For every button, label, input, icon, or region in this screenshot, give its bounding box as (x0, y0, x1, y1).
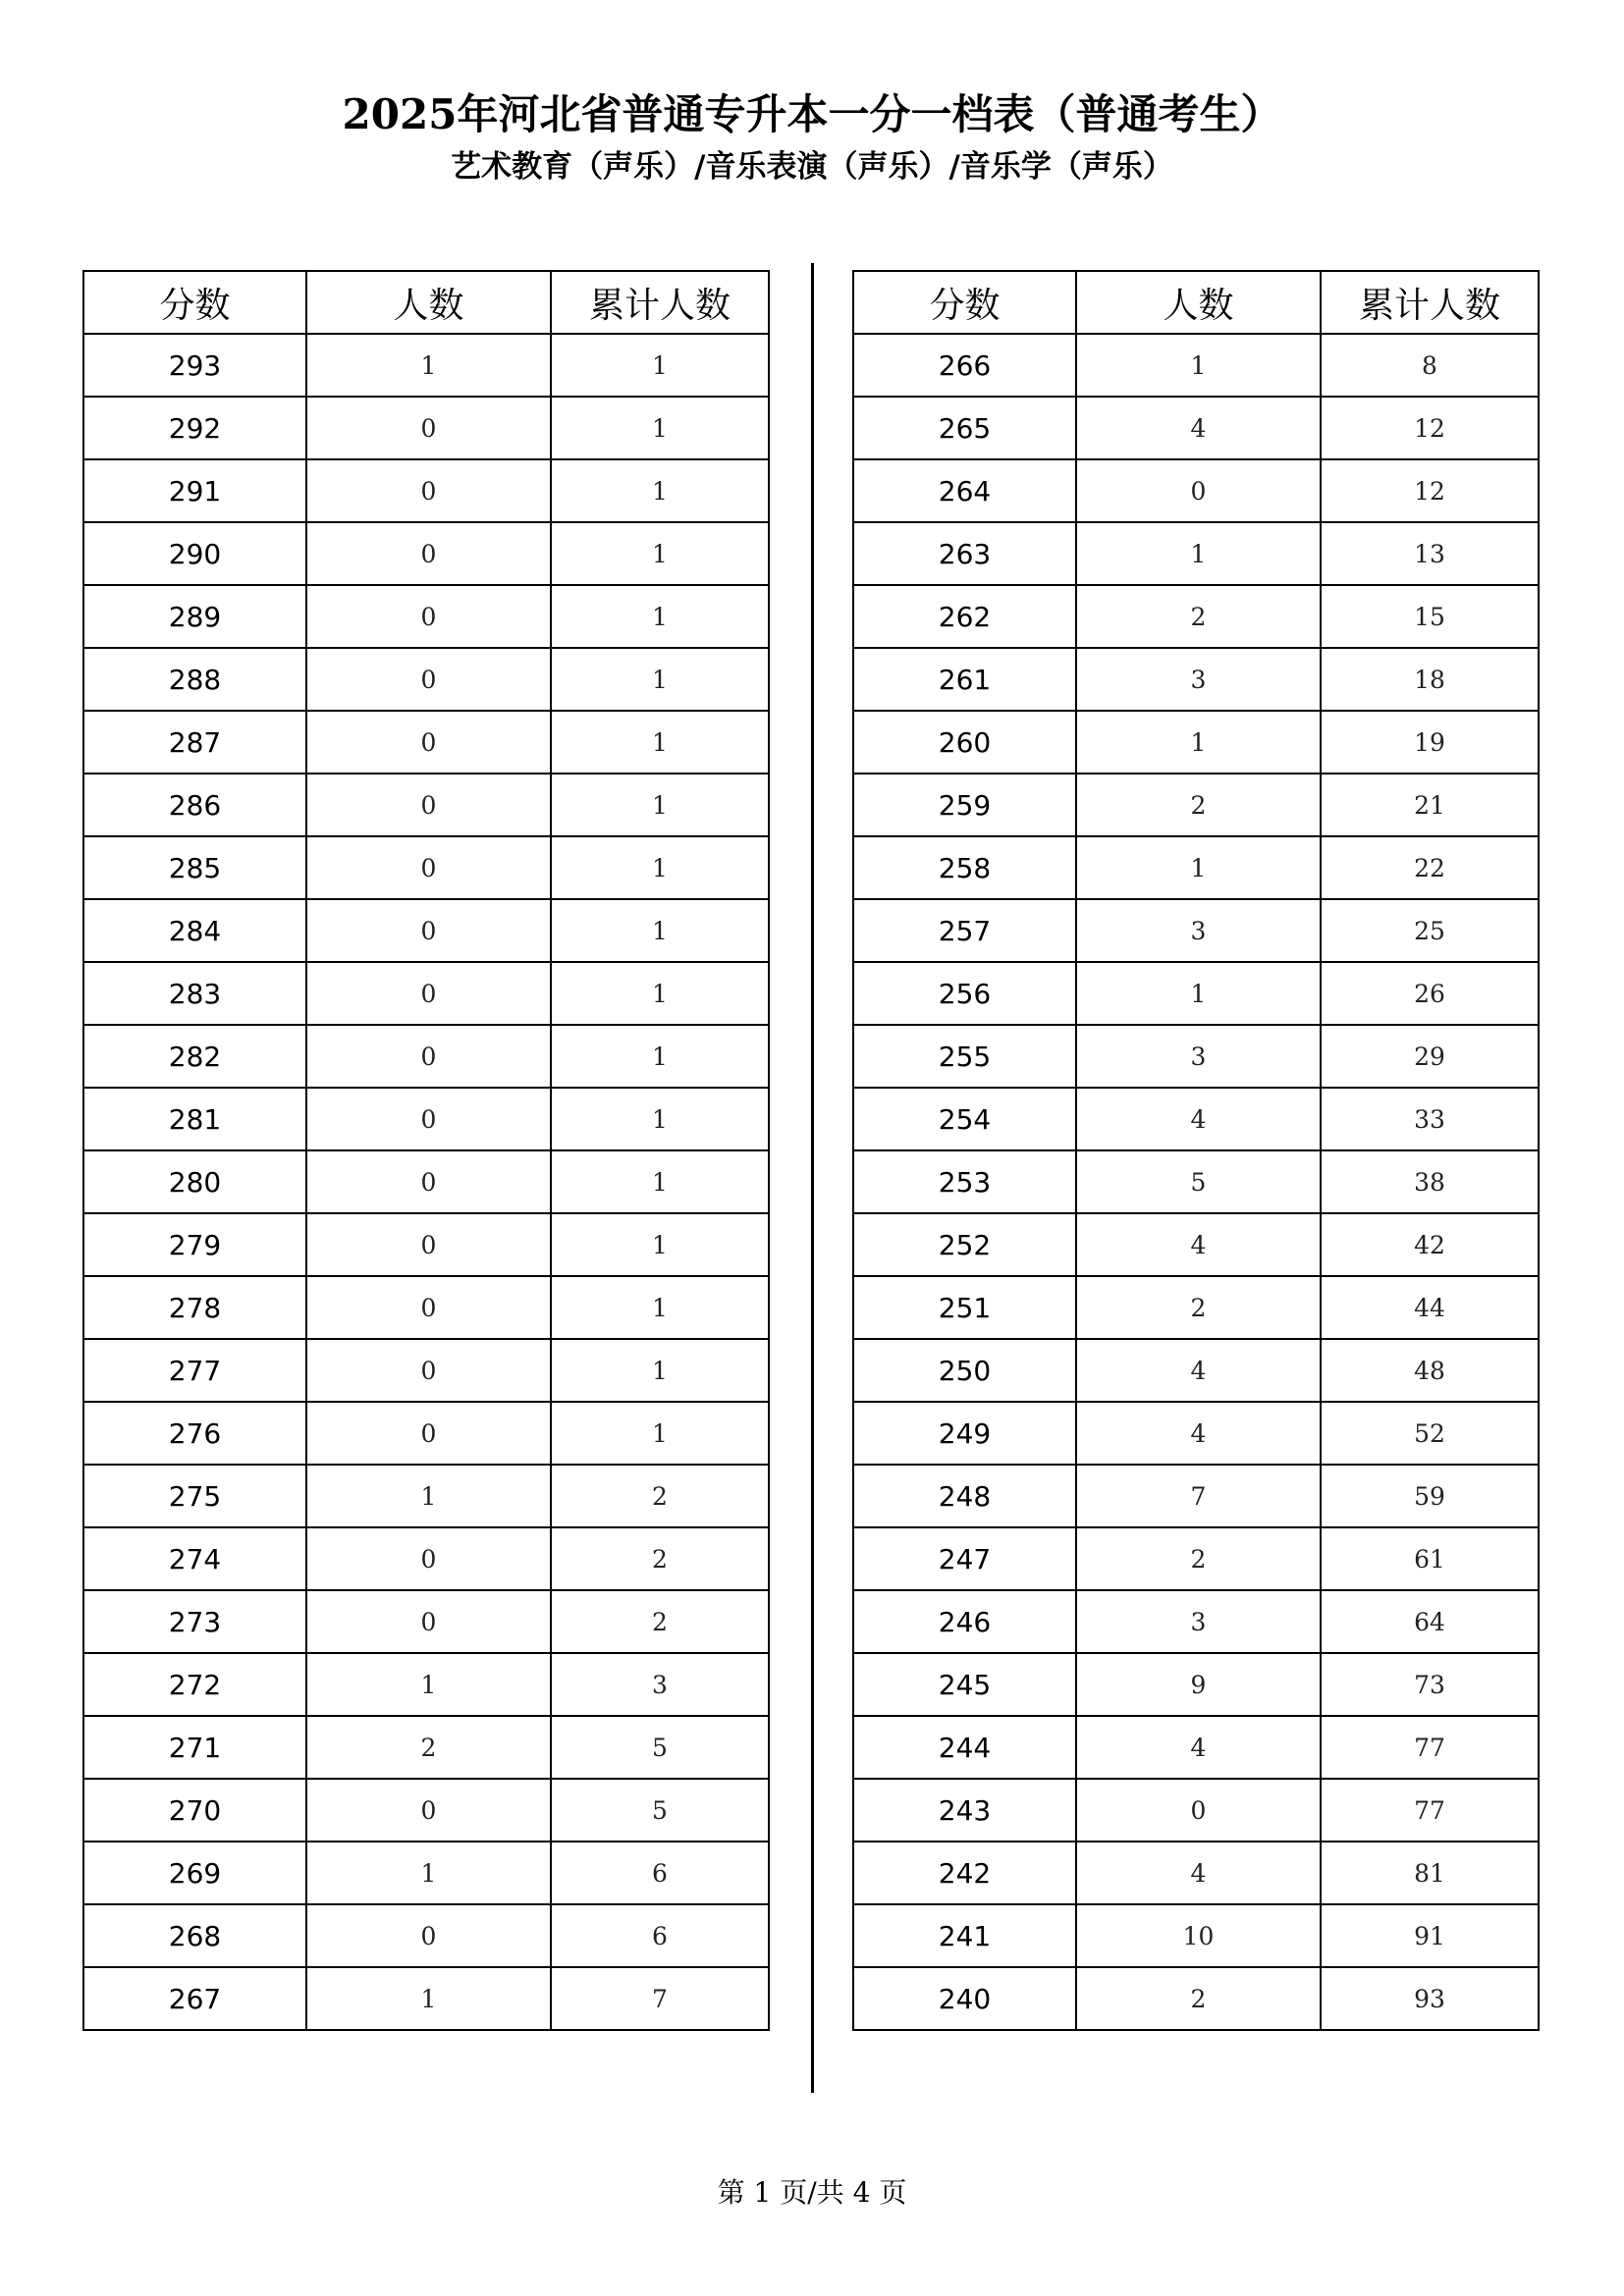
score-cell: 286 (83, 774, 306, 836)
table-row (853, 1150, 1539, 1213)
cumulative-cell: 91 (1321, 1904, 1539, 1967)
table-row (83, 1716, 769, 1779)
table-row (83, 522, 769, 585)
table-row (853, 962, 1539, 1025)
table-row (853, 334, 1539, 397)
table-row (853, 1842, 1539, 1904)
score-cell: 254 (853, 1088, 1076, 1150)
count-cell: 2 (1076, 774, 1321, 836)
table-row (853, 1779, 1539, 1842)
count-cell: 4 (1076, 397, 1321, 459)
table-row (83, 397, 769, 459)
score-cell: 272 (83, 1653, 306, 1716)
table-row (83, 1339, 769, 1402)
cumulative-cell: 3 (551, 1653, 769, 1716)
cumulative-cell: 1 (551, 1339, 769, 1402)
cumulative-cell: 7 (551, 1967, 769, 2030)
cumulative-cell: 26 (1321, 962, 1539, 1025)
score-cell: 291 (83, 459, 306, 522)
cumulative-cell: 5 (551, 1779, 769, 1842)
score-cell: 269 (83, 1842, 306, 1904)
table-row (83, 1842, 769, 1904)
table-row (853, 585, 1539, 648)
cumulative-cell: 22 (1321, 836, 1539, 899)
cumulative-cell: 1 (551, 334, 769, 397)
table-row (83, 1150, 769, 1213)
score-cell: 287 (83, 711, 306, 774)
score-cell: 275 (83, 1465, 306, 1527)
table-row (83, 774, 769, 836)
count-cell: 3 (1076, 1590, 1321, 1653)
table-row (83, 459, 769, 522)
count-cell: 0 (306, 1779, 551, 1842)
cumulative-cell: 59 (1321, 1465, 1539, 1527)
score-cell: 276 (83, 1402, 306, 1465)
count-cell: 0 (306, 397, 551, 459)
count-cell: 3 (1076, 1025, 1321, 1088)
count-cell: 1 (306, 1465, 551, 1527)
table-header-row (853, 271, 1539, 334)
count-cell: 0 (1076, 1779, 1321, 1842)
cumulative-cell: 52 (1321, 1402, 1539, 1465)
count-cell: 2 (1076, 1967, 1321, 2030)
table-row (853, 648, 1539, 711)
cumulative-cell: 5 (551, 1716, 769, 1779)
table-row (853, 1904, 1539, 1967)
table-row (853, 522, 1539, 585)
score-cell: 285 (83, 836, 306, 899)
table-row (853, 1967, 1539, 2030)
cumulative-cell: 44 (1321, 1276, 1539, 1339)
score-cell: 293 (83, 334, 306, 397)
cumulative-cell: 77 (1321, 1716, 1539, 1779)
cumulative-cell: 19 (1321, 711, 1539, 774)
header-count: 人数 (306, 271, 551, 334)
score-cell: 240 (853, 1967, 1076, 2030)
score-table-right (852, 270, 1540, 2031)
cumulative-cell: 1 (551, 1025, 769, 1088)
cumulative-cell: 1 (551, 774, 769, 836)
cumulative-cell: 1 (551, 648, 769, 711)
count-cell: 0 (306, 1150, 551, 1213)
score-cell: 271 (83, 1716, 306, 1779)
cumulative-cell: 2 (551, 1527, 769, 1590)
cumulative-cell: 12 (1321, 459, 1539, 522)
table-row (83, 585, 769, 648)
score-cell: 252 (853, 1213, 1076, 1276)
score-cell: 256 (853, 962, 1076, 1025)
count-cell: 0 (306, 836, 551, 899)
score-cell: 242 (853, 1842, 1076, 1904)
count-cell: 1 (306, 1842, 551, 1904)
cumulative-cell: 1 (551, 1402, 769, 1465)
count-cell: 0 (306, 1527, 551, 1590)
score-cell: 288 (83, 648, 306, 711)
count-cell: 0 (306, 1088, 551, 1150)
count-cell: 1 (1076, 836, 1321, 899)
count-cell: 5 (1076, 1150, 1321, 1213)
count-cell: 2 (1076, 1527, 1321, 1590)
count-cell: 1 (306, 1653, 551, 1716)
score-cell: 277 (83, 1339, 306, 1402)
score-cell: 263 (853, 522, 1076, 585)
table-row (83, 711, 769, 774)
table-row (83, 836, 769, 899)
header-score: 分数 (853, 271, 1076, 334)
score-cell: 246 (853, 1590, 1076, 1653)
count-cell: 0 (306, 1025, 551, 1088)
cumulative-cell: 1 (551, 899, 769, 962)
count-cell: 0 (306, 648, 551, 711)
table-row (853, 1527, 1539, 1590)
count-cell: 0 (306, 1339, 551, 1402)
score-cell: 280 (83, 1150, 306, 1213)
table-row (83, 899, 769, 962)
cumulative-cell: 1 (551, 711, 769, 774)
count-cell: 0 (306, 962, 551, 1025)
table-row (853, 899, 1539, 962)
table-row (853, 1025, 1539, 1088)
score-cell: 249 (853, 1402, 1076, 1465)
score-cell: 273 (83, 1590, 306, 1653)
table-row (853, 1213, 1539, 1276)
table-row (853, 711, 1539, 774)
cumulative-cell: 18 (1321, 648, 1539, 711)
score-cell: 241 (853, 1904, 1076, 1967)
cumulative-cell: 12 (1321, 397, 1539, 459)
table-row (83, 1465, 769, 1527)
cumulative-cell: 73 (1321, 1653, 1539, 1716)
count-cell: 0 (306, 585, 551, 648)
count-cell: 0 (306, 522, 551, 585)
cumulative-cell: 38 (1321, 1150, 1539, 1213)
cumulative-cell: 1 (551, 522, 769, 585)
score-cell: 279 (83, 1213, 306, 1276)
table-row (83, 1527, 769, 1590)
cumulative-cell: 1 (551, 1088, 769, 1150)
score-cell: 274 (83, 1527, 306, 1590)
table-row (83, 1276, 769, 1339)
cumulative-cell: 77 (1321, 1779, 1539, 1842)
cumulative-cell: 42 (1321, 1213, 1539, 1276)
score-cell: 250 (853, 1339, 1076, 1402)
score-cell: 281 (83, 1088, 306, 1150)
cumulative-cell: 29 (1321, 1025, 1539, 1088)
page-footer: 第 1 页/共 4 页 (717, 2176, 907, 2209)
cumulative-cell: 1 (551, 836, 769, 899)
count-cell: 0 (306, 1904, 551, 1967)
cumulative-cell: 93 (1321, 1967, 1539, 2030)
cumulative-cell: 1 (551, 1150, 769, 1213)
cumulative-cell: 61 (1321, 1527, 1539, 1590)
score-cell: 267 (83, 1967, 306, 2030)
table-row (853, 459, 1539, 522)
count-cell: 0 (306, 459, 551, 522)
table-row (83, 1088, 769, 1150)
count-cell: 0 (306, 711, 551, 774)
page-title: 2025年河北省普通专升本一分一档表（普通考生） (342, 90, 1282, 138)
table-row (83, 1779, 769, 1842)
cumulative-cell: 2 (551, 1465, 769, 1527)
cumulative-cell: 1 (551, 397, 769, 459)
table-row (83, 1904, 769, 1967)
cumulative-cell: 25 (1321, 899, 1539, 962)
score-cell: 253 (853, 1150, 1076, 1213)
score-cell: 247 (853, 1527, 1076, 1590)
score-cell: 261 (853, 648, 1076, 711)
score-cell: 262 (853, 585, 1076, 648)
count-cell: 3 (1076, 899, 1321, 962)
table-row (853, 774, 1539, 836)
table-row (83, 1967, 769, 2030)
table-row (853, 1276, 1539, 1339)
cumulative-cell: 8 (1321, 334, 1539, 397)
table-row (83, 648, 769, 711)
score-cell: 257 (853, 899, 1076, 962)
score-cell: 244 (853, 1716, 1076, 1779)
score-cell: 259 (853, 774, 1076, 836)
count-cell: 4 (1076, 1842, 1321, 1904)
count-cell: 4 (1076, 1088, 1321, 1150)
score-cell: 248 (853, 1465, 1076, 1527)
score-cell: 255 (853, 1025, 1076, 1088)
cumulative-cell: 1 (551, 1276, 769, 1339)
count-cell: 0 (306, 1590, 551, 1653)
score-cell: 290 (83, 522, 306, 585)
cumulative-cell: 33 (1321, 1088, 1539, 1150)
table-row (83, 334, 769, 397)
score-cell: 266 (853, 334, 1076, 397)
count-cell: 1 (1076, 334, 1321, 397)
page-subtitle: 艺术教育（声乐）/音乐表演（声乐）/音乐学（声乐） (451, 149, 1173, 185)
count-cell: 2 (1076, 1276, 1321, 1339)
count-cell: 1 (1076, 522, 1321, 585)
score-cell: 258 (853, 836, 1076, 899)
count-cell: 0 (306, 899, 551, 962)
count-cell: 1 (306, 334, 551, 397)
header-cumulative: 累计人数 (551, 271, 769, 334)
count-cell: 2 (306, 1716, 551, 1779)
count-cell: 10 (1076, 1904, 1321, 1967)
cumulative-cell: 1 (551, 459, 769, 522)
score-cell: 284 (83, 899, 306, 962)
cumulative-cell: 1 (551, 962, 769, 1025)
count-cell: 0 (306, 1402, 551, 1465)
count-cell: 0 (306, 1213, 551, 1276)
score-cell: 265 (853, 397, 1076, 459)
score-cell: 251 (853, 1276, 1076, 1339)
cumulative-cell: 1 (551, 1213, 769, 1276)
score-cell: 289 (83, 585, 306, 648)
header-cumulative: 累计人数 (1321, 271, 1539, 334)
table-row (853, 1716, 1539, 1779)
score-cell: 270 (83, 1779, 306, 1842)
count-cell: 1 (1076, 962, 1321, 1025)
cumulative-cell: 1 (551, 585, 769, 648)
count-cell: 2 (1076, 585, 1321, 648)
count-cell: 1 (306, 1967, 551, 2030)
table-row (853, 1402, 1539, 1465)
score-cell: 278 (83, 1276, 306, 1339)
count-cell: 9 (1076, 1653, 1321, 1716)
table-row (83, 962, 769, 1025)
cumulative-cell: 64 (1321, 1590, 1539, 1653)
table-header-row (83, 271, 769, 334)
count-cell: 1 (1076, 711, 1321, 774)
table-row (83, 1590, 769, 1653)
table-row (853, 1465, 1539, 1527)
score-cell: 282 (83, 1025, 306, 1088)
cumulative-cell: 2 (551, 1590, 769, 1653)
table-row (83, 1025, 769, 1088)
score-cell: 264 (853, 459, 1076, 522)
table-row (853, 1339, 1539, 1402)
column-divider (811, 263, 814, 2093)
score-cell: 283 (83, 962, 306, 1025)
count-cell: 0 (1076, 459, 1321, 522)
count-cell: 4 (1076, 1339, 1321, 1402)
count-cell: 3 (1076, 648, 1321, 711)
cumulative-cell: 48 (1321, 1339, 1539, 1402)
table-row (83, 1213, 769, 1276)
cumulative-cell: 81 (1321, 1842, 1539, 1904)
count-cell: 4 (1076, 1402, 1321, 1465)
cumulative-cell: 13 (1321, 522, 1539, 585)
count-cell: 0 (306, 1276, 551, 1339)
count-cell: 4 (1076, 1716, 1321, 1779)
count-cell: 4 (1076, 1213, 1321, 1276)
score-table-left (82, 270, 770, 2031)
table-row (853, 1653, 1539, 1716)
table-row (853, 1590, 1539, 1653)
table-row (853, 1088, 1539, 1150)
cumulative-cell: 15 (1321, 585, 1539, 648)
score-cell: 292 (83, 397, 306, 459)
score-cell: 260 (853, 711, 1076, 774)
header-score: 分数 (83, 271, 306, 334)
cumulative-cell: 21 (1321, 774, 1539, 836)
header-count: 人数 (1076, 271, 1321, 334)
score-cell: 243 (853, 1779, 1076, 1842)
cumulative-cell: 6 (551, 1904, 769, 1967)
table-row (83, 1402, 769, 1465)
count-cell: 7 (1076, 1465, 1321, 1527)
score-cell: 268 (83, 1904, 306, 1967)
table-row (83, 1653, 769, 1716)
count-cell: 0 (306, 774, 551, 836)
table-row (853, 836, 1539, 899)
cumulative-cell: 6 (551, 1842, 769, 1904)
table-row (853, 397, 1539, 459)
score-cell: 245 (853, 1653, 1076, 1716)
